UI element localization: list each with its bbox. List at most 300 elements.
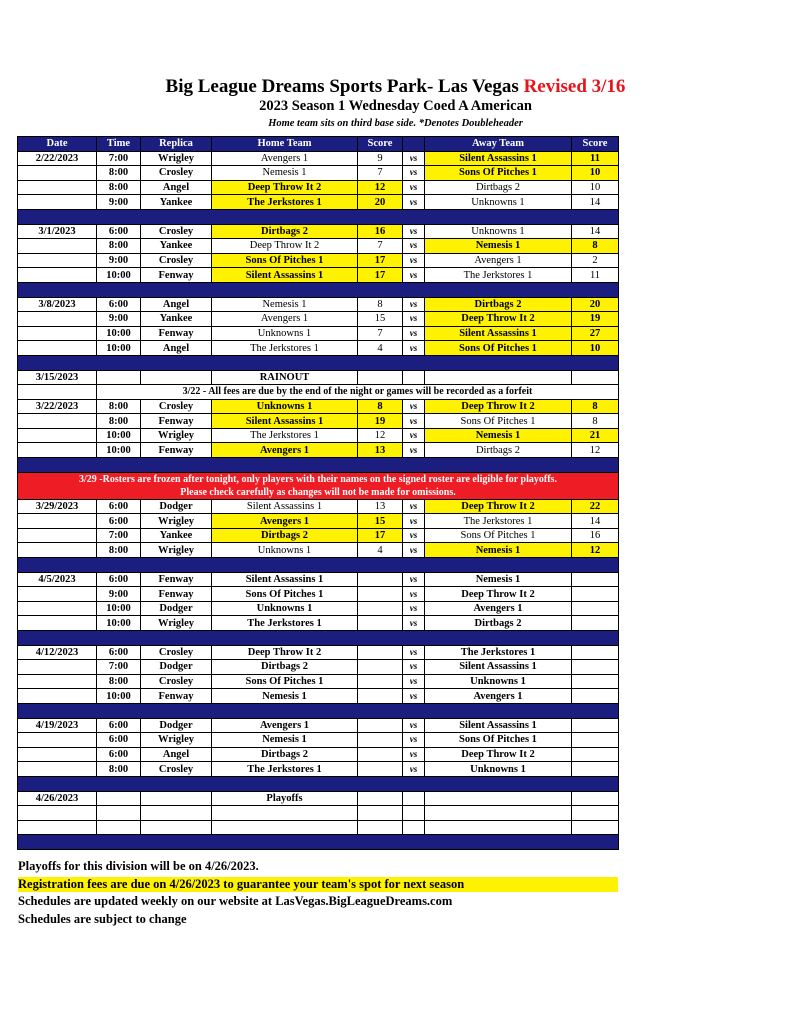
schedule-table (17, 136, 619, 850)
home-team-cell: Unknowns 1 (212, 601, 358, 616)
away-team-cell: Deep Throw It 2 (425, 747, 572, 762)
replica-field-cell: Wrigley (141, 514, 212, 529)
vs-cell: vs (403, 341, 425, 356)
home-score-cell: 15 (358, 312, 403, 327)
game-row (18, 166, 619, 181)
game-row (18, 268, 619, 283)
vs-cell: vs (403, 762, 425, 777)
separator-cell (18, 703, 619, 718)
date-cell (18, 601, 97, 616)
separator-cell (18, 209, 619, 224)
away-score-cell (572, 601, 619, 616)
time-cell: 10:00 (97, 601, 141, 616)
home-score-cell: 17 (358, 268, 403, 283)
home-team-cell: The Jerkstores 1 (212, 616, 358, 631)
footer-playoffs-note: Playoffs for this division will be on 4/26/2023. (18, 859, 259, 873)
away-score-cell (572, 791, 619, 806)
roster-alert-line-1: 3/29 -Rosters are frozen after tonight, only players with their names on the signed roster are eligible for playoffs. (79, 473, 557, 485)
away-score-cell (572, 645, 619, 660)
vs-cell: vs (403, 166, 425, 181)
home-score-cell: 7 (358, 326, 403, 341)
home-team-cell: Deep Throw It 2 (212, 239, 358, 254)
col-header-date: Date (18, 137, 97, 152)
vs-cell: vs (403, 645, 425, 660)
home-team-cell: Unknowns 1 (212, 543, 358, 558)
away-team-cell: Deep Throw It 2 (425, 399, 572, 414)
col-header-home-team: Home Team (212, 137, 358, 152)
date-cell: 4/12/2023 (18, 645, 97, 660)
home-team-cell: Dirtbags 2 (212, 224, 358, 239)
page-title (0, 76, 791, 98)
empty-cell (403, 806, 425, 821)
home-team-cell: Nemesis 1 (212, 166, 358, 181)
away-team-cell: Nemesis 1 (425, 239, 572, 254)
home-team-cell: The Jerkstores 1 (212, 428, 358, 443)
away-score-cell: 20 (572, 297, 619, 312)
home-score-cell: 12 (358, 428, 403, 443)
fees-notice-text: 3/22 - All fees are due by the end of the night or games will be recorded as a forfeit (97, 385, 619, 400)
away-score-cell (572, 660, 619, 675)
date-cell (18, 616, 97, 631)
time-cell: 8:00 (97, 674, 141, 689)
separator-cell (18, 282, 619, 297)
date-cell (18, 674, 97, 689)
home-team-cell: Avengers 1 (212, 443, 358, 458)
game-row (18, 297, 619, 312)
away-team-cell: Dirtbags 2 (425, 297, 572, 312)
replica-field-cell: Fenway (141, 414, 212, 429)
date-cell (18, 312, 97, 327)
home-score-cell: 12 (358, 180, 403, 195)
away-score-cell: 21 (572, 428, 619, 443)
away-score-cell: 11 (572, 268, 619, 283)
away-score-cell (572, 370, 619, 385)
date-cell: 2/22/2023 (18, 151, 97, 166)
replica-field-cell: Fenway (141, 587, 212, 602)
away-score-cell: 27 (572, 326, 619, 341)
date-cell (18, 180, 97, 195)
col-header-away-team: Away Team (425, 137, 572, 152)
date-cell (18, 341, 97, 356)
time-cell: 6:00 (97, 514, 141, 529)
home-score-cell: 8 (358, 297, 403, 312)
time-cell: 10:00 (97, 443, 141, 458)
week-separator-row (18, 703, 619, 718)
vs-cell: vs (403, 239, 425, 254)
date-cell (18, 660, 97, 675)
vs-cell: vs (403, 543, 425, 558)
game-row (18, 645, 619, 660)
empty-cell (425, 806, 572, 821)
away-team-cell: The Jerkstores 1 (425, 645, 572, 660)
replica-field-cell: Fenway (141, 443, 212, 458)
time-cell: 10:00 (97, 268, 141, 283)
away-team-cell: Avengers 1 (425, 253, 572, 268)
home-team-note: Home team sits on third base side. *Denotes Doubleheader (268, 118, 523, 129)
vs-cell: vs (403, 572, 425, 587)
date-cell: 3/15/2023 (18, 370, 97, 385)
home-team-cell: Dirtbags 2 (212, 660, 358, 675)
revised-label: Revised 3/16 (523, 76, 626, 97)
date-cell (18, 253, 97, 268)
rainout-label: RAINOUT (212, 370, 358, 385)
game-row (18, 151, 619, 166)
vs-cell: vs (403, 689, 425, 704)
time-cell: 6:00 (97, 572, 141, 587)
vs-cell: vs (403, 151, 425, 166)
vs-cell: vs (403, 414, 425, 429)
away-score-cell: 14 (572, 195, 619, 210)
away-score-cell: 10 (572, 180, 619, 195)
vs-cell: vs (403, 616, 425, 631)
away-score-cell: 11 (572, 151, 619, 166)
home-score-cell: 19 (358, 414, 403, 429)
replica-field-cell: Crosley (141, 645, 212, 660)
away-score-cell: 8 (572, 239, 619, 254)
away-score-cell (572, 616, 619, 631)
home-team-cell: Sons Of Pitches 1 (212, 253, 358, 268)
date-cell: 3/29/2023 (18, 499, 97, 514)
game-row (18, 428, 619, 443)
home-team-cell: Unknowns 1 (212, 326, 358, 341)
footer-website-note: Schedules are updated weekly on our website at LasVegas.BigLeagueDreams.com (18, 894, 453, 908)
date-cell (18, 428, 97, 443)
time-cell (97, 370, 141, 385)
away-team-cell: Sons Of Pitches 1 (425, 341, 572, 356)
replica-field-cell: Angel (141, 341, 212, 356)
home-team-cell: The Jerkstores 1 (212, 341, 358, 356)
away-team-cell: Unknowns 1 (425, 195, 572, 210)
replica-field-cell: Angel (141, 180, 212, 195)
away-score-cell: 19 (572, 312, 619, 327)
vs-cell: vs (403, 528, 425, 543)
game-row (18, 195, 619, 210)
away-score-cell: 2 (572, 253, 619, 268)
empty-cell (97, 820, 141, 835)
home-score-cell: 15 (358, 514, 403, 529)
home-team-cell: Avengers 1 (212, 312, 358, 327)
away-team-cell: Nemesis 1 (425, 543, 572, 558)
game-row (18, 747, 619, 762)
time-cell: 9:00 (97, 312, 141, 327)
empty-cell (18, 385, 97, 400)
away-score-cell (572, 674, 619, 689)
date-cell: 4/26/2023 (18, 791, 97, 806)
time-cell: 6:00 (97, 645, 141, 660)
game-row (18, 528, 619, 543)
empty-cell (358, 820, 403, 835)
empty-cell (18, 806, 97, 821)
replica-field-cell: Fenway (141, 689, 212, 704)
away-team-cell: The Jerkstores 1 (425, 514, 572, 529)
vs-cell (403, 370, 425, 385)
roster-alert-row (18, 472, 619, 499)
home-team-cell: Unknowns 1 (212, 399, 358, 414)
game-row (18, 224, 619, 239)
vs-cell: vs (403, 268, 425, 283)
game-row (18, 341, 619, 356)
replica-cell (141, 791, 212, 806)
away-team-cell: Sons Of Pitches 1 (425, 166, 572, 181)
roster-alert-line-2: Please check carefully as changes will not be made for omissions. (180, 486, 456, 498)
game-row (18, 499, 619, 514)
date-cell (18, 195, 97, 210)
home-team-cell: Sons Of Pitches 1 (212, 674, 358, 689)
away-score-cell (572, 689, 619, 704)
date-cell (18, 543, 97, 558)
away-score-cell: 8 (572, 414, 619, 429)
separator-cell (18, 458, 619, 473)
separator-cell (18, 776, 619, 791)
replica-field-cell: Crosley (141, 166, 212, 181)
away-score-cell: 22 (572, 499, 619, 514)
week-separator-row (18, 355, 619, 370)
home-score-cell (358, 616, 403, 631)
home-score-cell (358, 733, 403, 748)
home-team-cell: Silent Assassins 1 (212, 414, 358, 429)
home-score-cell: 8 (358, 399, 403, 414)
home-team-cell: Avengers 1 (212, 514, 358, 529)
home-team-cell: Silent Assassins 1 (212, 499, 358, 514)
vs-cell: vs (403, 326, 425, 341)
vs-cell (403, 791, 425, 806)
away-team-cell: Dirtbags 2 (425, 616, 572, 631)
vs-cell: vs (403, 674, 425, 689)
away-team-cell: Avengers 1 (425, 689, 572, 704)
date-cell (18, 689, 97, 704)
game-row (18, 616, 619, 631)
game-row (18, 587, 619, 602)
col-header-away-score: Score (572, 137, 619, 152)
vs-cell: vs (403, 660, 425, 675)
home-team-cell: Silent Assassins 1 (212, 268, 358, 283)
time-cell: 10:00 (97, 616, 141, 631)
vs-cell: vs (403, 601, 425, 616)
time-cell: 9:00 (97, 253, 141, 268)
replica-field-cell: Crosley (141, 399, 212, 414)
date-cell: 4/5/2023 (18, 572, 97, 587)
game-row (18, 718, 619, 733)
time-cell: 8:00 (97, 414, 141, 429)
away-score-cell: 8 (572, 399, 619, 414)
home-team-cell: Sons Of Pitches 1 (212, 587, 358, 602)
date-cell (18, 443, 97, 458)
away-team-cell: Silent Assassins 1 (425, 660, 572, 675)
home-team-cell: Dirtbags 2 (212, 528, 358, 543)
empty-cell (212, 806, 358, 821)
replica-field-cell: Yankee (141, 239, 212, 254)
home-score-cell: 7 (358, 166, 403, 181)
replica-field-cell: Crosley (141, 224, 212, 239)
time-cell: 9:00 (97, 587, 141, 602)
away-team-cell: Nemesis 1 (425, 572, 572, 587)
footer-change-note: Schedules are subject to change (18, 912, 187, 926)
away-team-cell: The Jerkstores 1 (425, 268, 572, 283)
away-score-cell (572, 572, 619, 587)
vs-cell: vs (403, 399, 425, 414)
away-team-cell (425, 370, 572, 385)
game-row (18, 733, 619, 748)
replica-field-cell: Angel (141, 297, 212, 312)
vs-cell: vs (403, 587, 425, 602)
game-row (18, 660, 619, 675)
vs-cell: vs (403, 443, 425, 458)
time-cell: 6:00 (97, 499, 141, 514)
date-cell: 3/1/2023 (18, 224, 97, 239)
home-team-cell: Nemesis 1 (212, 733, 358, 748)
game-row (18, 414, 619, 429)
home-score-cell: 17 (358, 528, 403, 543)
time-cell: 8:00 (97, 166, 141, 181)
playoffs-row (18, 791, 619, 806)
vs-cell: vs (403, 253, 425, 268)
col-header-replica: Replica (141, 137, 212, 152)
vs-cell: vs (403, 312, 425, 327)
home-score-cell: 4 (358, 543, 403, 558)
away-team-cell: Sons Of Pitches 1 (425, 733, 572, 748)
replica-field-cell: Dodger (141, 718, 212, 733)
date-cell (18, 166, 97, 181)
away-score-cell: 14 (572, 224, 619, 239)
replica-cell (141, 370, 212, 385)
away-score-cell: 16 (572, 528, 619, 543)
replica-field-cell: Dodger (141, 660, 212, 675)
replica-field-cell: Wrigley (141, 616, 212, 631)
vs-cell: vs (403, 747, 425, 762)
date-cell: 3/8/2023 (18, 297, 97, 312)
home-score-cell (358, 762, 403, 777)
home-team-cell: The Jerkstores 1 (212, 762, 358, 777)
game-row (18, 180, 619, 195)
date-cell (18, 268, 97, 283)
replica-field-cell: Wrigley (141, 733, 212, 748)
away-team-cell: Silent Assassins 1 (425, 718, 572, 733)
away-score-cell: 10 (572, 166, 619, 181)
season-subtitle: 2023 Season 1 Wednesday Coed A American (259, 98, 532, 114)
empty-row (18, 806, 619, 821)
game-row (18, 312, 619, 327)
home-score-cell (358, 370, 403, 385)
away-team-cell: Silent Assassins 1 (425, 326, 572, 341)
away-team-cell: Deep Throw It 2 (425, 587, 572, 602)
playoffs-label: Playoffs (212, 791, 358, 806)
date-cell: 4/19/2023 (18, 718, 97, 733)
home-score-cell: 13 (358, 443, 403, 458)
home-score-cell: 17 (358, 253, 403, 268)
separator-cell (18, 631, 619, 646)
empty-cell (403, 820, 425, 835)
home-team-cell: Silent Assassins 1 (212, 572, 358, 587)
time-cell: 6:00 (97, 747, 141, 762)
date-cell (18, 326, 97, 341)
empty-cell (141, 806, 212, 821)
away-team-cell: Unknowns 1 (425, 224, 572, 239)
time-cell: 8:00 (97, 399, 141, 414)
replica-field-cell: Wrigley (141, 543, 212, 558)
away-score-cell (572, 747, 619, 762)
week-separator-row (18, 282, 619, 297)
away-score-cell: 14 (572, 514, 619, 529)
away-team-cell: Sons Of Pitches 1 (425, 414, 572, 429)
time-cell: 10:00 (97, 341, 141, 356)
empty-cell (572, 820, 619, 835)
home-score-cell: 4 (358, 341, 403, 356)
col-header-time: Time (97, 137, 141, 152)
vs-cell: vs (403, 733, 425, 748)
replica-field-cell: Wrigley (141, 151, 212, 166)
home-score-cell: 7 (358, 239, 403, 254)
empty-cell (18, 820, 97, 835)
game-row (18, 326, 619, 341)
away-team-cell: Dirtbags 2 (425, 180, 572, 195)
game-row (18, 399, 619, 414)
time-cell: 8:00 (97, 239, 141, 254)
home-team-cell: The Jerkstores 1 (212, 195, 358, 210)
game-row (18, 601, 619, 616)
game-row (18, 239, 619, 254)
replica-field-cell: Crosley (141, 674, 212, 689)
separator-cell (18, 835, 619, 850)
home-score-cell (358, 718, 403, 733)
vs-cell: vs (403, 499, 425, 514)
home-score-cell: 13 (358, 499, 403, 514)
replica-field-cell: Crosley (141, 762, 212, 777)
home-team-cell: Deep Throw It 2 (212, 180, 358, 195)
home-team-cell: Dirtbags 2 (212, 747, 358, 762)
away-team-cell: Silent Assassins 1 (425, 151, 572, 166)
game-row (18, 572, 619, 587)
home-score-cell (358, 645, 403, 660)
away-team-cell: Dirtbags 2 (425, 443, 572, 458)
separator-cell (18, 558, 619, 573)
date-cell (18, 528, 97, 543)
fees-notice-row (18, 385, 619, 400)
date-cell: 3/22/2023 (18, 399, 97, 414)
time-cell: 6:00 (97, 224, 141, 239)
empty-cell (97, 806, 141, 821)
date-cell (18, 733, 97, 748)
empty-cell (358, 806, 403, 821)
vs-cell: vs (403, 297, 425, 312)
vs-cell: vs (403, 718, 425, 733)
empty-cell (425, 820, 572, 835)
away-score-cell (572, 733, 619, 748)
date-cell (18, 762, 97, 777)
away-score-cell (572, 762, 619, 777)
home-score-cell (358, 601, 403, 616)
time-cell: 8:00 (97, 180, 141, 195)
home-team-cell: Nemesis 1 (212, 689, 358, 704)
home-team-cell: Avengers 1 (212, 151, 358, 166)
time-cell: 6:00 (97, 733, 141, 748)
replica-field-cell: Wrigley (141, 428, 212, 443)
away-score-cell: 12 (572, 543, 619, 558)
away-team-cell: Unknowns 1 (425, 674, 572, 689)
date-cell (18, 747, 97, 762)
date-cell (18, 587, 97, 602)
home-score-cell: 20 (358, 195, 403, 210)
empty-cell (212, 820, 358, 835)
vs-cell: vs (403, 180, 425, 195)
col-header-home-score: Score (358, 137, 403, 152)
time-cell: 10:00 (97, 428, 141, 443)
roster-alert-cell (18, 472, 619, 499)
home-score-cell (358, 689, 403, 704)
col-header-vs (403, 137, 425, 152)
game-row (18, 514, 619, 529)
away-team-cell: Avengers 1 (425, 601, 572, 616)
game-row (18, 762, 619, 777)
